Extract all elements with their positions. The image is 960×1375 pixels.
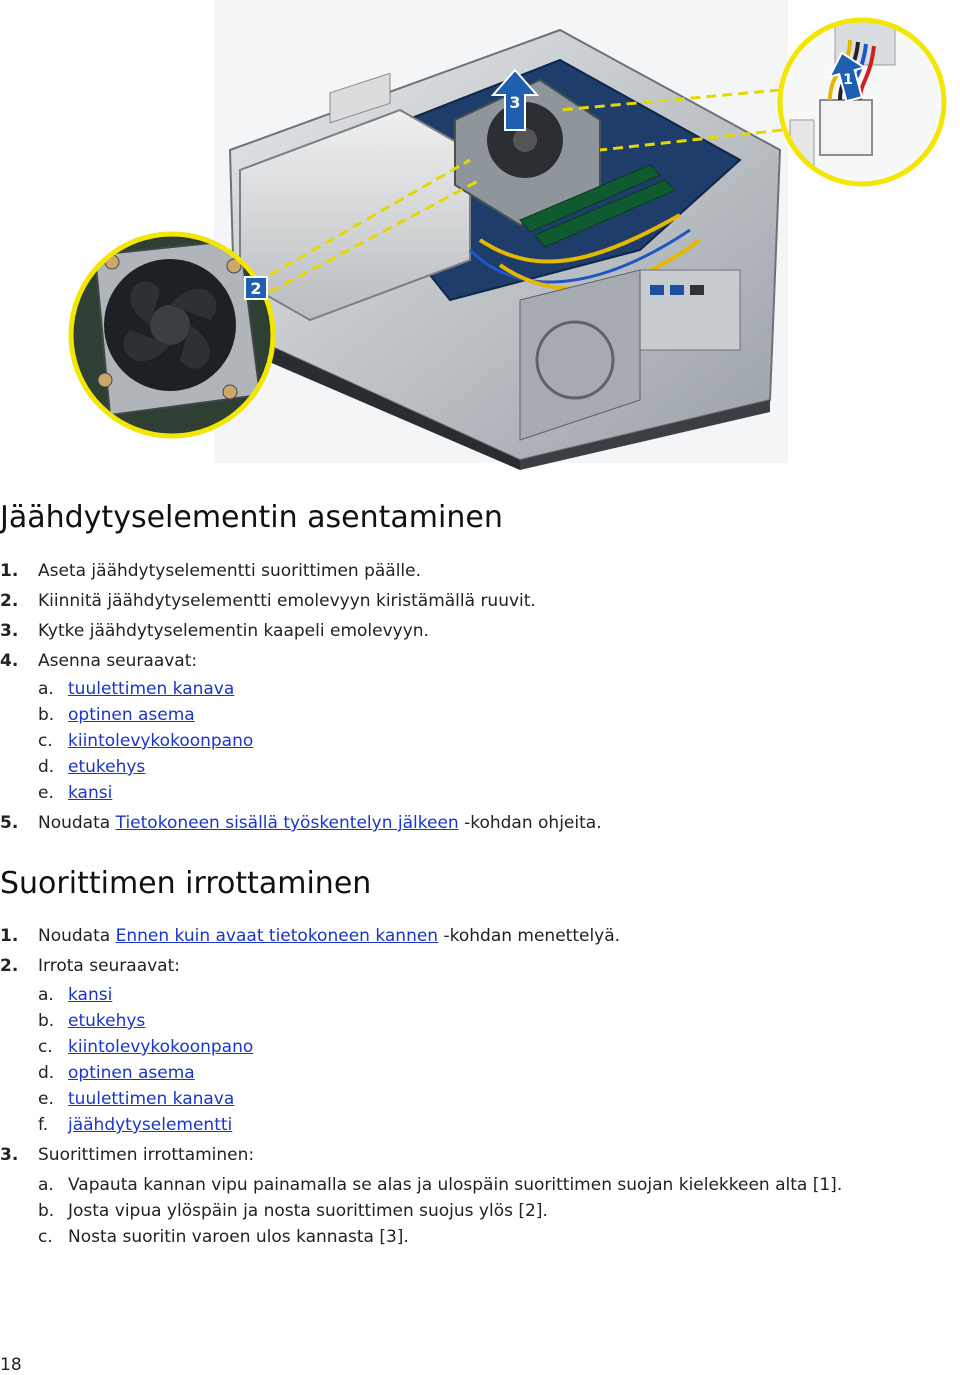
link-cover[interactable]: kansi bbox=[68, 783, 113, 803]
substep-letter: b. bbox=[38, 705, 55, 725]
substep-text: Nosta suoritin varoen ulos kannasta [3]. bbox=[68, 1227, 409, 1247]
substep-letter: c. bbox=[38, 1227, 53, 1247]
connector-zoom-circle bbox=[780, 20, 950, 190]
step-number: 4. bbox=[0, 651, 19, 671]
link-cover[interactable]: kansi bbox=[68, 985, 113, 1005]
step-text bbox=[38, 924, 620, 948]
step-text: Asenna seuraavat: bbox=[38, 651, 198, 671]
step-text: Aseta jäähdytyselementti suorittimen päälle. bbox=[38, 561, 422, 581]
step-text: Irrota seuraavat: bbox=[38, 956, 180, 976]
substep-letter: b. bbox=[38, 1201, 55, 1221]
step-text-pre: Noudata bbox=[38, 926, 116, 946]
step-number: 2. bbox=[0, 591, 19, 611]
substep-letter: e. bbox=[38, 783, 54, 803]
link-hard-drive-assembly[interactable]: kiintolevykokoonpano bbox=[68, 731, 254, 751]
step-text: Kytke jäähdytyselementin kaapeli emolevyyn. bbox=[38, 621, 429, 641]
callout-number: 1 bbox=[843, 72, 853, 88]
step-number: 5. bbox=[0, 813, 19, 833]
computer-illustration bbox=[0, 0, 960, 470]
substep-letter: a. bbox=[38, 679, 54, 699]
link-optical-drive[interactable]: optinen asema bbox=[68, 705, 195, 725]
substep-letter: d. bbox=[38, 757, 55, 777]
section-title-install-heatsink: Jäähdytyselementin asentaminen bbox=[0, 500, 503, 535]
substep-letter: c. bbox=[38, 1037, 53, 1057]
substep-letter: a. bbox=[38, 985, 54, 1005]
step-number: 3. bbox=[0, 1145, 19, 1165]
link-fan-duct[interactable]: tuulettimen kanava bbox=[68, 1089, 235, 1109]
step-text-pre: Noudata bbox=[38, 813, 116, 833]
substep-letter: d. bbox=[38, 1063, 55, 1083]
step-text-post: -kohdan ohjeita. bbox=[458, 813, 602, 833]
step-text bbox=[38, 811, 602, 835]
heatsink-removal-figure bbox=[0, 0, 960, 470]
step-number: 1. bbox=[0, 926, 19, 946]
fan-icon bbox=[104, 259, 236, 391]
page-number: 18 bbox=[0, 1355, 22, 1375]
link-front-bezel[interactable]: etukehys bbox=[68, 1011, 146, 1031]
substep-letter: f. bbox=[38, 1115, 49, 1135]
step-number: 3. bbox=[0, 621, 19, 641]
substep-letter: c. bbox=[38, 731, 53, 751]
link-front-bezel[interactable]: etukehys bbox=[68, 757, 146, 777]
step-text-post: -kohdan menettelyä. bbox=[438, 926, 621, 946]
link-fan-duct[interactable]: tuulettimen kanava bbox=[68, 679, 235, 699]
step-text: Suorittimen irrottaminen: bbox=[38, 1145, 255, 1165]
link-heatsink[interactable]: jäähdytyselementti bbox=[68, 1115, 233, 1135]
substep-letter: a. bbox=[38, 1175, 54, 1195]
link-optical-drive[interactable]: optinen asema bbox=[68, 1063, 195, 1083]
section-title-remove-processor: Suorittimen irrottaminen bbox=[0, 866, 372, 901]
substep-letter: e. bbox=[38, 1089, 54, 1109]
link-after-working-inside[interactable]: Tietokoneen sisällä työskentelyn jälkeen bbox=[115, 813, 459, 833]
link-before-opening-cover[interactable]: Ennen kuin avaat tietokoneen kannen bbox=[115, 926, 439, 946]
step-number: 1. bbox=[0, 561, 19, 581]
substep-letter: b. bbox=[38, 1011, 55, 1031]
substep-text: Vapauta kannan vipu painamalla se alas ja ulospäin suorittimen suojan kielekkeen alta [1]. bbox=[68, 1175, 843, 1195]
substep-text: Josta vipua ylöspäin ja nosta suorittimen suojus ylös [2]. bbox=[68, 1201, 548, 1221]
step-text: Kiinnitä jäähdytyselementti emolevyyn kiristämällä ruuvit. bbox=[38, 591, 536, 611]
step-number: 2. bbox=[0, 956, 19, 976]
link-hard-drive-assembly[interactable]: kiintolevykokoonpano bbox=[68, 1037, 254, 1057]
callout-number: 3 bbox=[509, 93, 521, 112]
callout-number: 2 bbox=[250, 279, 262, 298]
